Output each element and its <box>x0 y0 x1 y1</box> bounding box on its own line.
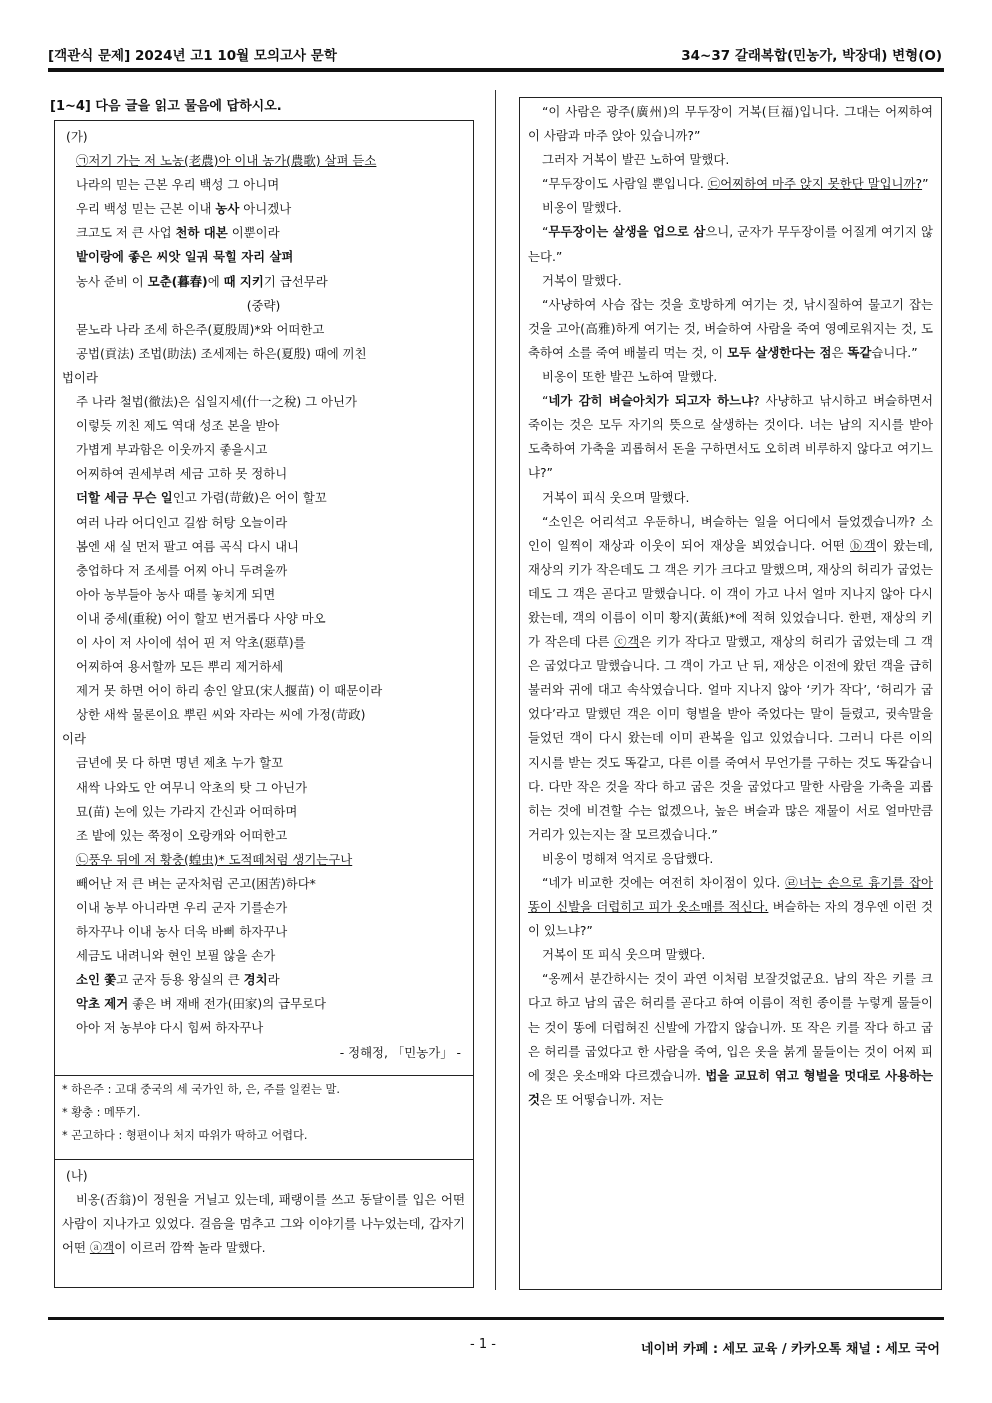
section-divider <box>55 1159 473 1160</box>
poem-line: 세금도 내려니와 현인 보필 않을 손가 <box>76 948 276 964</box>
passage-label-na: (나) <box>66 1167 88 1183</box>
poem-line: 소인 쫓고 군자 등용 왕실의 큰 경치라 <box>76 972 280 988</box>
poem-line: 아아 저 농부야 다시 힘써 하자꾸나 <box>76 1020 264 1036</box>
poem-line: 공법(貢法) 조법(助法) 조세제는 하은(夏殷) 때에 끼친 <box>76 345 367 361</box>
footnote: * 황충 : 메뚜기. <box>62 1105 141 1119</box>
passage-na-box <box>519 97 942 1290</box>
poem-line: 새싹 나와도 안 여무니 악초의 탓 그 아닌가 <box>76 779 308 795</box>
poem-line: 가볍게 부과함은 이웃까지 좋을시고 <box>76 442 268 458</box>
prose-paragraph: “소인은 어리석고 우둔하니, 벼슬하는 일을 어디에서 들었겠습니까? 소인이 일찍이 재상과 이웃이 되어 재상을 뵈었습니다. 어떤 ⓑ객이 왔는데, 재상의 키가 작은데도 그 객은 키가 크다고 말했으며, 재상의 허리가 굽었는데도 그 객은 곧다고 말했습니다. 이 객이 가고 나서 얼마 지나지 않아 다시 왔는데, 객의 이름이 이미 황지(黃紙)*에 적혀 있었습니다. 한편, 재상의 키가 작은데 다른 ⓒ객은 키가 작다고 말했고, 재상의 허리가 굽었는데 그 객은 굽었다고 말했습니다. 그 객이 가고 난 뒤, 재상은 이전에 왔던 객을 급히 불러와 귀에 대고 속삭였습니다. 얼마 지나지 않아 ‘키가 작다’, ‘허리가 굽었다’라고 말했던 객은 이미 형벌을 받아 죽었다는 말이 들렸고, 귓속말을 들었던 객이 다시 왔는데 이미 관복을 입고 있었습니다. 그러니 다른 이의 지시를 받는 것도 똑같고, 다른 이를 죽여서 무언가를 구하는 것도 똑같습니다. 다만 작은 것을 작다 하고 굽은 것을 굽었다고 말한 사람을 가축을 괴롭히는 것에 비견할 수는 없겠으나, 높은 벼슬과 많은 재물이 서로 얼마만큼 거리가 있는지는 잘 모르겠습니다.” <box>528 513 933 842</box>
passage-ga-box <box>54 120 474 1288</box>
poem-line: 이 사이 저 사이에 섞어 핀 저 악초(惡草)를 <box>76 634 306 650</box>
poem-line: 빼어난 저 큰 벼는 군자처럼 곤고(困苦)하다* <box>76 875 316 891</box>
poem-line: 이내 중세(重稅) 어이 할꼬 번거롭다 사양 마오 <box>76 610 326 626</box>
prose-paragraph: 비옹이 멍해져 억지로 응답했다. <box>542 850 714 866</box>
poem-line: 상한 새싹 물론이요 뿌린 씨와 자라는 씨에 가정(苛政) <box>76 707 366 723</box>
prose-paragraph: “이 사람은 광주(廣州)의 무두장이 거복(巨福)입니다. 그대는 어찌하여 이 사람과 마주 앉아 있습니까?” <box>528 104 933 144</box>
poem-line: 어찌하여 권세부려 세금 고하 못 정하니 <box>76 466 288 482</box>
header-subtitle: 34~37 갈래복합(민농가, 박장대) 변형(O) <box>681 48 942 64</box>
header-title: [객관식 문제] 2024년 고1 10월 모의고사 문학 <box>48 48 337 64</box>
prose-paragraph: 비옹이 또한 발끈 노하여 말했다. <box>542 369 718 385</box>
prose-paragraph: 거복이 말했다. <box>542 272 622 288</box>
prose-paragraph: 비옹(否翁)이 정원을 거닐고 있는데, 패랭이를 쓰고 동달이를 입은 어떤 사람이 지나가고 있었다. 걸음을 멈추고 그와 이야기를 나누었는데, 갑자기 어떤 ⓐ객이 이르러 깜짝 놀라 말했다. <box>62 1191 465 1255</box>
prose-paragraph: 비옹이 말했다. <box>542 200 622 216</box>
poem-line: 우리 백성 믿는 근본 이내 농사 아니겠나 <box>76 201 292 217</box>
prose-paragraph: “네가 비교한 것에는 여전히 차이점이 있다. ㉣너는 손으로 흉기를 잡아 똥이 신발을 더럽히고 피가 옷소매를 적신다. 벼슬하는 자의 경우엔 이런 것이 있느냐?” <box>528 875 933 939</box>
poem-line: 크고도 저 큰 사업 천하 대본 이뿐이라 <box>76 225 280 241</box>
prose-paragraph: 거복이 또 피식 웃으며 말했다. <box>542 947 706 963</box>
poem-line: 하자꾸나 이내 농사 더욱 바삐 하자꾸나 <box>76 924 288 940</box>
question-heading: [1~4] 다음 글을 읽고 물음에 답하시오. <box>50 99 282 114</box>
prose-paragraph: 거복이 피식 웃으며 말했다. <box>542 489 690 505</box>
poem-source: - 정해정, 「민농가」 - <box>339 1044 461 1060</box>
footnote-divider <box>55 1075 473 1076</box>
poem-line: 법이라 <box>62 369 98 385</box>
poem-line: 어찌하여 용서할까 모든 뿌리 제거하세 <box>76 659 284 675</box>
header-rule <box>48 68 944 72</box>
poem-line: 묻노라 나라 조세 하은주(夏殷周)*와 어떠한고 <box>76 321 325 337</box>
poem-line: 묘(苗) 논에 있는 가라지 간신과 어떠하며 <box>76 803 298 819</box>
poem-line: 농사 준비 이 모춘(暮春)에 때 지키기 급선무라 <box>76 273 328 289</box>
column-divider <box>495 90 496 1290</box>
prose-paragraph: “무두장이는 살생을 업으로 삼으니, 군자가 무두장이를 어질게 여기지 않는다.” <box>528 224 933 264</box>
poem-line: 이렇듯 끼친 제도 역대 성조 본을 받아 <box>76 418 280 434</box>
passage-label-ga: (가) <box>66 129 88 144</box>
poem-line: 주 나라 철법(徹法)은 십일지세(什一之稅) 그 아닌가 <box>76 394 357 410</box>
footnote: * 하은주 : 고대 중국의 세 국가인 하, 은, 주를 일컫는 말. <box>62 1082 340 1096</box>
page-number: - 1 - <box>470 1337 496 1352</box>
prose-paragraph: “무두장이도 사람일 뿐입니다. ㉢어찌하여 마주 앉지 못한단 말입니까?” <box>542 176 929 192</box>
poem-line: 여러 나라 어디인고 길쌈 허탕 오늘이라 <box>76 514 288 530</box>
poem-line: 제거 못 하면 어이 하리 송인 알묘(宋人揠苗) 이 때문이라 <box>76 683 383 699</box>
footer-rule <box>48 1317 944 1320</box>
footer-credit: 네이버 카페 : 세모 교육 / 카카오톡 채널 : 세모 국어 <box>640 1342 940 1357</box>
poem-line: 악초 제거 좋은 벼 재배 전가(田家)의 급무로다 <box>76 996 326 1012</box>
poem-line: 충업하다 저 조세를 어찌 아니 두려울까 <box>76 562 288 578</box>
prose-paragraph: “옹께서 분간하시는 것이 과연 이처럼 보잘것없군요. 남의 작은 키를 크다고 하고 남의 굽은 허리를 곧다고 하여 이름이 적힌 종이를 누렇게 물들이는 것이 똥에 더럽혀진 신발에 가깝지 않습니까. 또 작은 키를 작다 하고 굽은 허리를 굽었다고 한 사람을 죽여, 입은 옷을 붉게 물들이는 것이 어찌 피에 젖은 옷소매와 다르겠습니까. 법을 교묘히 엮고 형벌을 멋대로 사용하는 것은 또 어떻습니까. 저는 <box>528 971 933 1107</box>
poem-line: 이라 <box>62 731 86 747</box>
poem-line: 조 밭에 있는 쭉정이 오랑캐와 어떠한고 <box>76 827 288 843</box>
poem-line: ㉡풍우 뒤에 저 황충(蝗虫)* 도적떼처럼 생기는구나 <box>76 851 353 867</box>
poem-line: ㉠저기 가는 저 노농(老農)아 이내 농가(農歌) 살펴 듣소 <box>76 153 377 169</box>
poem-line: 밭이랑에 좋은 씨앗 일궈 묵힐 자리 살펴 <box>76 249 294 265</box>
poem-line: 나라의 믿는 근본 우리 백성 그 아니며 <box>76 177 280 193</box>
poem-line: 이내 농부 아니라면 우리 군자 기를손가 <box>76 900 288 915</box>
poem-line: 금년에 못 다 하면 명년 제초 누가 할꼬 <box>76 755 284 771</box>
prose-paragraph: “네가 감히 벼슬아치가 되고자 하느냐? 사냥하고 낚시하고 벼슬하면서 죽이는 것은 모두 자기의 뜻으로 살생하는 것이다. 너는 남의 지시를 받아 도축하여 가축을 괴롭혀서 돈을 구하면서도 오히려 비루하지 않다고 여기느냐?” <box>528 393 933 481</box>
poem-omission: (중략) <box>246 297 281 313</box>
prose-paragraph: “사냥하여 사슴 잡는 것을 호방하게 여기는 것, 낚시질하여 물고기 잡는 것을 고아(高雅)하게 여기는 것, 벼슬하여 사람을 죽여 영예로워지는 것, 도축하여 소를 죽여 배불리 먹는 것, 이 모두 살생한다는 점은 똑같습니다.” <box>528 296 933 360</box>
poem-line: 더할 세금 무슨 일인고 가렴(苛斂)은 어이 할꼬 <box>76 490 327 506</box>
poem-line: 봄엔 새 실 먼저 팔고 여름 곡식 다시 내니 <box>76 538 300 554</box>
prose-paragraph: 그러자 거복이 발끈 노하여 말했다. <box>542 152 730 168</box>
footnote: * 곤고하다 : 형편이나 처지 따위가 딱하고 어렵다. <box>62 1128 308 1142</box>
poem-line: 아아 농부들아 농사 때를 놓치게 되면 <box>76 586 276 602</box>
